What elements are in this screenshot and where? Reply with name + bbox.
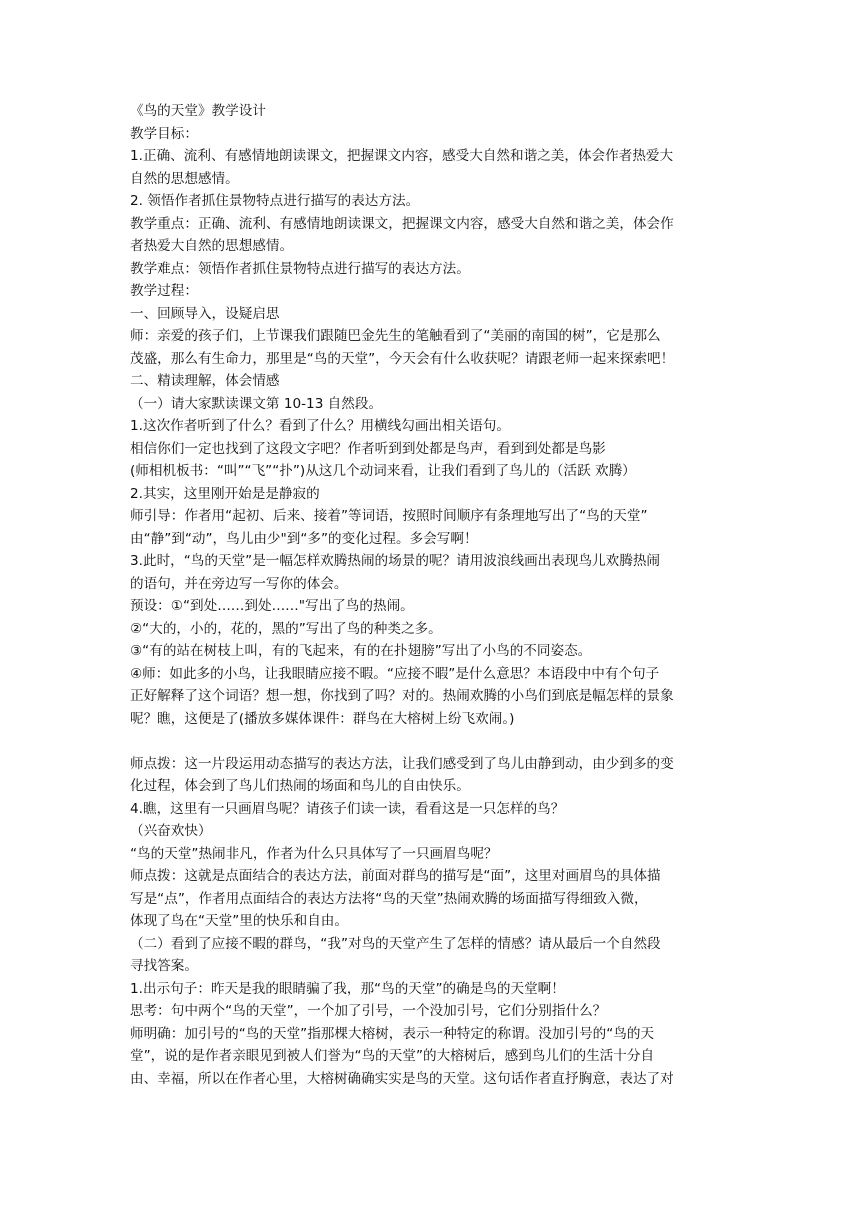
text-line: 教学重点：正确、流利、有感情地朗读课文，把握课文内容，感受大自然和谐之美，体会作 (130, 215, 674, 232)
section-heading: 一、回顾导入，设疑启思 (130, 305, 280, 322)
text-line: （一）请大家默读课文第 10-13 自然段。 (130, 395, 383, 412)
text-line: ②“大的，小的，花的，黑的”写出了鸟的种类之多。 (130, 620, 442, 637)
document-title: 《鸟的天堂》教学设计 (130, 103, 266, 119)
text-line: 寻找答案。 (130, 958, 198, 974)
text-line: ④师：如此多的小鸟，让我眼睛应接不暇。“应接不暇”是什么意思？本语段中中有个句子 (130, 665, 660, 682)
text-line: 堂”，说的是作者亲眼见到被人们誉为“鸟的天堂”的大榕树后，感到鸟儿们的生活十分自 (130, 1048, 655, 1064)
text-line: 自然的思想感情。 (130, 170, 239, 187)
text-line: 4.瞧，这里有一只画眉鸟呢？请孩子们读一读，看看这是一只怎样的鸟？ (130, 800, 565, 817)
text-line: 正好解释了这个词语？想一想，你找到了吗？对的。热闹欢腾的小鸟们到底是幅怎样的景象 (130, 688, 674, 704)
text-line: 3.此时，“鸟的天堂”是一幅怎样欢腾热闹的场景的呢？请用波浪线画出表现鸟儿欢腾热闹 (130, 553, 661, 569)
text-line: 相信你们一定也找到了这段文字吧？作者听到到处都是鸟声，看到到处都是鸟影 (130, 440, 606, 457)
text-line: 由“静”到“动”，鸟儿由少"到“多”的变化过程。多会写啊！ (130, 530, 478, 547)
text-line: 化过程，体会到了鸟儿们热闹的场面和鸟儿的自由快乐。 (130, 778, 470, 794)
text-line: 者热爱大自然的思想感情。 (130, 238, 294, 254)
text-line: 1.出示句子：昨天是我的眼睛骗了我，那“鸟的天堂”的确是鸟的天堂啊！ (130, 980, 565, 997)
text-line: 写是“点”，作者用点面结合的表达方法将“鸟的天堂”热闹欢腾的场面描写得细致入微， (130, 890, 648, 907)
text-line: 思考：句中两个“鸟的天堂”，一个加了引号，一个没加引号，它们分别指什么？ (130, 1003, 607, 1019)
text-line: 预设：①“到处……到处……"写出了鸟的热闹。 (130, 598, 414, 614)
section-heading: 二、精读理解，体会情感 (130, 373, 280, 389)
text-line: 呢？瞧，这便是了(播放多媒体课件：群鸟在大榕树上纷飞欢闹。) (130, 710, 515, 727)
document-body (130, 100, 733, 1090)
text-line: 1.正确、流利、有感情地朗读课文，把握课文内容，感受大自然和谐之美，体会作者热爱大 (130, 148, 674, 164)
text-line: 师点拨：这就是点面结合的表达方法，前面对群鸟的描写是“面”，这里对画眉鸟的具体描 (130, 868, 661, 884)
text-line: 的语句，并在旁边写一写你的体会。 (130, 575, 348, 592)
section-heading-goals: 教学目标： (130, 125, 198, 142)
section-heading-process: 教学过程： (130, 283, 198, 299)
text-line: 1.这次作者听到了什么？看到了什么？用横线勾画出相关语句。 (130, 418, 510, 434)
text-line: （二）看到了应接不暇的群鸟，“我”对鸟的天堂产生了怎样的情感？请从最后一个自然段 (130, 935, 661, 952)
text-line: 师引导：作者用“起初、后来、接着”等词语，按照时间顺序有条理地写出了“鸟的天堂” (130, 508, 648, 524)
text-line: 体现了鸟在“天堂”里的快乐和自由。 (130, 913, 348, 929)
text-line: 茂盛，那么有生命力，那里是“鸟的天堂”，今天会有什么收获呢？请跟老师一起来探索吧！ (130, 350, 675, 367)
text-line: （兴奋欢快） (130, 823, 212, 839)
blank-line (130, 730, 733, 753)
text-line: 师点拨：这一片段运用动态描写的表达方法，让我们感受到了鸟儿由静到动，由少到多的变 (130, 755, 674, 772)
text-line: 2. 领悟作者抓住景物特点进行描写的表达方法。 (130, 193, 420, 209)
text-line: 由、幸福，所以在作者心里，大榕树确确实实是鸟的天堂。这句话作者直抒胸意，表达了对 (130, 1070, 674, 1087)
text-line: 师：亲爱的孩子们，上节课我们跟随巴金先生的笔触看到了“美丽的南国的树”，它是那么 (130, 328, 661, 344)
text-line: ③“有的站在树枝上叫，有的飞起来，有的在扑翅膀”写出了小鸟的不同姿态。 (130, 643, 592, 659)
text-line: “鸟的天堂”热闹非凡，作者为什么只具体写了一只画眉鸟呢？ (130, 845, 498, 862)
text-line: 教学难点：领悟作者抓住景物特点进行描写的表达方法。 (130, 260, 470, 277)
text-line: 师明确：加引号的“鸟的天堂”指那棵大榕树，表示一种特定的称谓。没加引号的“鸟的天 (130, 1025, 655, 1042)
text-line: (师相机板书：“叫”“飞”“扑”)从这几个动词来看，让我们看到了鸟儿的（活跃 欢腾） (130, 463, 636, 479)
text-line: 2.其实，这里刚开始是是静寂的 (130, 485, 320, 502)
